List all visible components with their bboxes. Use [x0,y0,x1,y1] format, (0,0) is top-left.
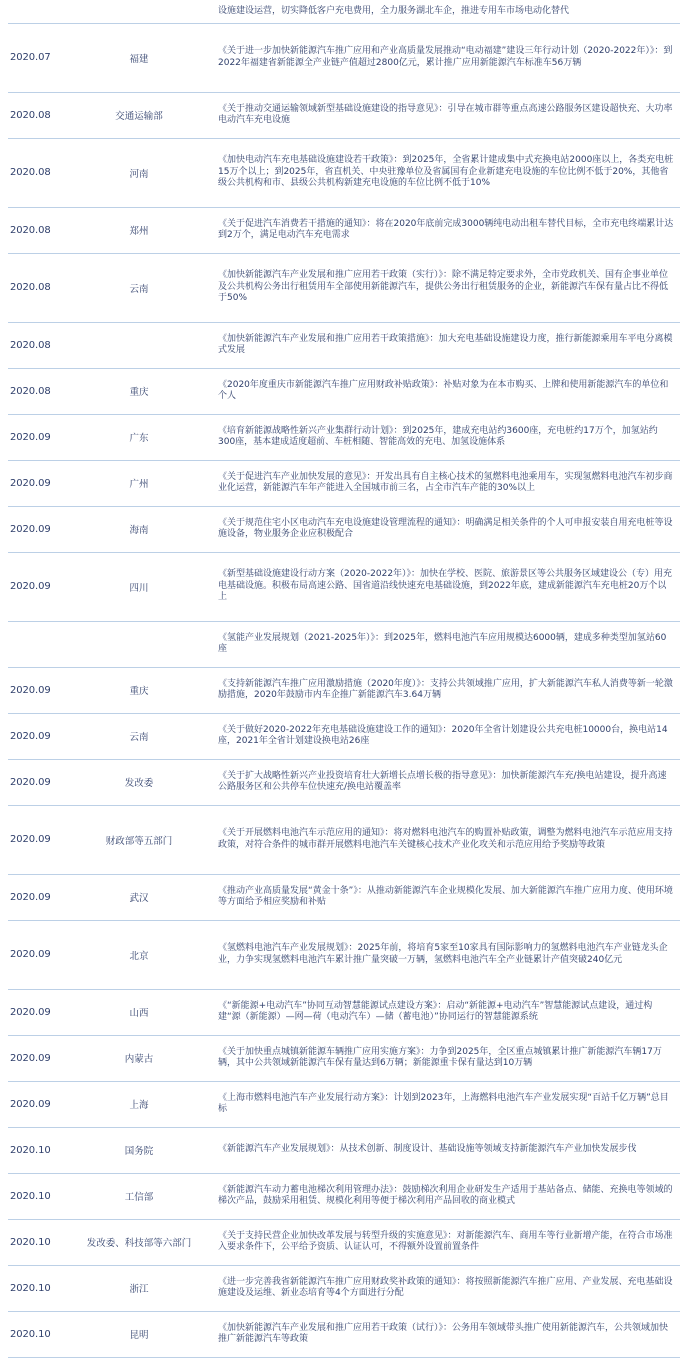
row-region: 交通运输部 [64,92,214,138]
row-date: 2020.08 [8,368,64,414]
row-policy: 《加快新能源汽车产业发展和推广应用若干政策（试行）》：公务用车领域带头推广使用新能源汽车，公共领域加快推广新能源汽车等政策 [214,1311,680,1357]
row-policy: 《关于加快重点城镇新能源车辆推广应用实施方案》：力争到2025年，全区重点城镇累计推广新能源汽车辆17万辆，其中公共领域新能源汽车保有量达到6万辆；新能源重卡保有量达到10万辆 [214,1035,680,1081]
policy-table-body [8,0,680,1357]
table-row [8,667,680,713]
row-policy: 《新能源汽车动力蓄电池梯次利用管理办法》：鼓励梯次利用企业研发生产适用于基站备点、储能、充换电等领域的梯次产品，鼓励采用租赁、规模化利用等便于梯次利用产品回收的商业模式 [214,1173,680,1219]
row-policy: 《加快新能源汽车产业发展和推广应用若干政策（实行）》：除不满足特定要求外，全市党政机关、国有企事业单位及公共机构公务出行租赁用车全部使用新能源汽车，提供公务出行租赁服务的企业，新能源汽车保有量占比不得低于50% [214,253,680,322]
row-region: 内蒙古 [64,1035,214,1081]
row-region: 山西 [64,989,214,1035]
row-policy: 《关于促进汽车产业加快发展的意见》：开发出具有自主核心技术的氢燃料电池乘用车，实现氢燃料电池汽车初步商业化运营，新能源汽车年产能进入全国城市前三名，占全市汽车产能的30%以上 [214,460,680,506]
row-region [64,322,214,368]
row-policy: 《加快新能源汽车产业发展和推广应用若干政策措施》：加大充电基础设施建设力度，推行新能源乘用车平电分离模式发展 [214,322,680,368]
row-policy: 《上海市燃料电池汽车产业发展行动方案》：计划到2023年，上海燃料电池汽车产业发展实现“百站千亿万辆”总目标 [214,1081,680,1127]
row-region: 福建 [64,23,214,92]
row-region: 工信部 [64,1173,214,1219]
row-policy: 《支持新能源汽车推广应用激励措施（2020年度）》：支持公共领域推广应用，扩大新能源汽车私人消费等新一轮激励措施，2020年鼓励市内车企推广新能源汽车3.64万辆 [214,667,680,713]
table-row [8,552,680,621]
row-date: 2020.10 [8,1219,64,1265]
row-date: 2020.09 [8,805,64,874]
table-row [8,1219,680,1265]
table-row [8,460,680,506]
row-region: 海南 [64,506,214,552]
table-row [8,368,680,414]
row-date: 2020.07 [8,23,64,92]
row-date: 2020.10 [8,1173,64,1219]
row-date: 2020.09 [8,1081,64,1127]
table-row [8,253,680,322]
row-date: 2020.09 [8,989,64,1035]
table-row [8,1035,680,1081]
table-row [8,1265,680,1311]
row-date: 2020.10 [8,1311,64,1357]
row-region: 广东 [64,414,214,460]
row-region: 发改委 [64,759,214,805]
row-date: 2020.08 [8,253,64,322]
row-policy: 《加快电动汽车充电基础设施建设若干政策》：到2025年，全省累计建成集中式充换电站2000座以上，各类充电桩15万个以上；到2025年，省直机关、中央驻豫单位及省属国有企业新建充电设施的车位比例不低于20%，其他省级公共机构和市、县级公共机构新建充电设施的车位比例不低于10% [214,138,680,207]
row-date: 2020.08 [8,92,64,138]
row-region [64,621,214,667]
row-date: 2020.09 [8,414,64,460]
row-region: 重庆 [64,667,214,713]
row-policy: 《关于支持民营企业加快改革发展与转型升级的实施意见》：对新能源汽车、商用车等行业新增产能，在符合市场准入要求条件下，公平给予资质、认证认可，不得额外设置前置条件 [214,1219,680,1265]
row-policy: 《关于促进汽车消费若干措施的通知》：将在2020年底前完成3000辆纯电动出租车替代目标，全市充电终端累计达到2万个，满足电动汽车充电需求 [214,207,680,253]
row-date: 2020.09 [8,506,64,552]
row-region: 重庆 [64,368,214,414]
row-region: 国务院 [64,1127,214,1173]
row-region: 昆明 [64,1311,214,1357]
row-policy: 《培育新能源战略性新兴产业集群行动计划》：到2025年，建成充电站约3600座，充电桩约17万个，加氢站约300座，基本建成适度超前、车桩相随、智能高效的充电、加氢设施体系 [214,414,680,460]
row-region: 云南 [64,253,214,322]
row-policy: 《进一步完善我省新能源汽车推广应用财政奖补政策的通知》：将按照新能源汽车推广应用、产业发展、充电基础设施建设及运维、新业态培育等4个方面进行分配 [214,1265,680,1311]
row-policy: 《推动产业高质量发展“黄金十条”》：从推动新能源汽车企业规模化发展、加大新能源汽车推广应用力度、使用环境等方面给予相应奖励和补贴 [214,874,680,920]
row-date: 2020.09 [8,460,64,506]
row-date [8,621,64,667]
row-date: 2020.09 [8,759,64,805]
table-row [8,23,680,92]
table-row [8,874,680,920]
table-row [8,1127,680,1173]
row-region: 郑州 [64,207,214,253]
row-region: 北京 [64,920,214,989]
row-region: 发改委、科技部等六部门 [64,1219,214,1265]
table-row [8,621,680,667]
table-row [8,989,680,1035]
row-date: 2020.10 [8,1265,64,1311]
row-policy: 《关于规范住宅小区电动汽车充电设施建设管理流程的通知》：明确满足相关条件的个人可申报安装自用充电桩等设施设备，物业服务企业应积极配合 [214,506,680,552]
table-row [8,1081,680,1127]
row-date: 2020.09 [8,667,64,713]
table-row [8,138,680,207]
row-date [8,0,64,23]
row-date: 2020.08 [8,138,64,207]
row-policy: 《新能源汽车产业发展规划》：从技术创新、制度设计、基础设施等领域支持新能源汽车产业加快发展步伐 [214,1127,680,1173]
table-row [8,207,680,253]
row-policy: 《关于开展燃料电池汽车示范应用的通知》：将对燃料电池汽车的购置补贴政策，调整为燃料电池汽车示范应用支持政策，对符合条件的城市群开展燃料电池汽车关键核心技术产业化攻关和示范应用给予奖励等政策 [214,805,680,874]
row-region [64,0,214,23]
row-region: 财政部等五部门 [64,805,214,874]
table-row [8,92,680,138]
row-policy: 《关于扩大战略性新兴产业投资培育壮大新增长点增长极的指导意见》：加快新能源汽车充/换电站建设，提升高速公路服务区和公共停车位快速充/换电站覆盖率 [214,759,680,805]
table-row [8,0,680,23]
policy-table [8,0,680,1358]
table-row [8,1311,680,1357]
row-region: 河南 [64,138,214,207]
table-row [8,920,680,989]
row-policy: 《关于做好2020-2022年充电基础设施建设工作的通知》：2020年全省计划建设公共充电桩10000台，换电站14座，2021年全省计划建设换电站26座 [214,713,680,759]
table-row [8,713,680,759]
row-date: 2020.09 [8,713,64,759]
row-policy: 《“新能源+电动汽车”协同互动智慧能源试点建设方案》：启动“新能源+电动汽车”智慧能源试点建设，通过构建“源（新能源）—网—荷（电动汽车）—储（蓄电池）”协同运行的智慧能源系统 [214,989,680,1035]
row-region: 上海 [64,1081,214,1127]
row-policy: 《关于推动交通运输领域新型基础设施建设的指导意见》：引导在城市群等重点高速公路服务区建设超快充、大功率电动汽车充电设施 [214,92,680,138]
table-row [8,322,680,368]
row-region: 浙江 [64,1265,214,1311]
table-row [8,414,680,460]
row-date: 2020.09 [8,874,64,920]
row-date: 2020.08 [8,207,64,253]
row-policy: 《氢能产业发展规划（2021-2025年）》：到2025年，燃料电池汽车应用规模达6000辆，建成多种类型加氢站60座 [214,621,680,667]
row-policy: 《氢燃料电池汽车产业发展规划》：2025年前，将培育5家至10家具有国际影响力的氢燃料电池汽车产业链龙头企业，力争实现氢燃料电池汽车累计推广量突破一万辆，氢燃料电池汽车全产业链累计产值突破240亿元 [214,920,680,989]
row-policy: 设施建设运营，切实降低客户充电费用，全力服务湖北车企，推进专用车市场电动化替代 [214,0,680,23]
table-row [8,506,680,552]
table-row [8,805,680,874]
row-region: 四川 [64,552,214,621]
row-date: 2020.09 [8,920,64,989]
row-policy: 《2020年度重庆市新能源汽车推广应用财政补贴政策》：补贴对象为在本市购买、上牌和使用新能源汽车的单位和个人 [214,368,680,414]
row-policy: 《关于进一步加快新能源汽车推广应用和产业高质量发展推动“电动福建”建设三年行动计划（2020-2022年）》：到2022年福建省新能源全产业链产值超过2800亿元，累计推广应用新能源汽车标准车56万辆 [214,23,680,92]
table-row [8,759,680,805]
row-region: 云南 [64,713,214,759]
row-date: 2020.08 [8,322,64,368]
row-date: 2020.09 [8,552,64,621]
table-row [8,1173,680,1219]
row-policy: 《新型基础设施建设行动方案（2020-2022年）》：加快在学校、医院、旅游景区等公共服务区域建设公（专）用充电基础设施。积极布局高速公路、国省道沿线快速充电基础设施，到2022年底，建成新能源汽车充电桩20万个以上 [214,552,680,621]
row-region: 广州 [64,460,214,506]
row-date: 2020.10 [8,1127,64,1173]
row-region: 武汉 [64,874,214,920]
row-date: 2020.09 [8,1035,64,1081]
